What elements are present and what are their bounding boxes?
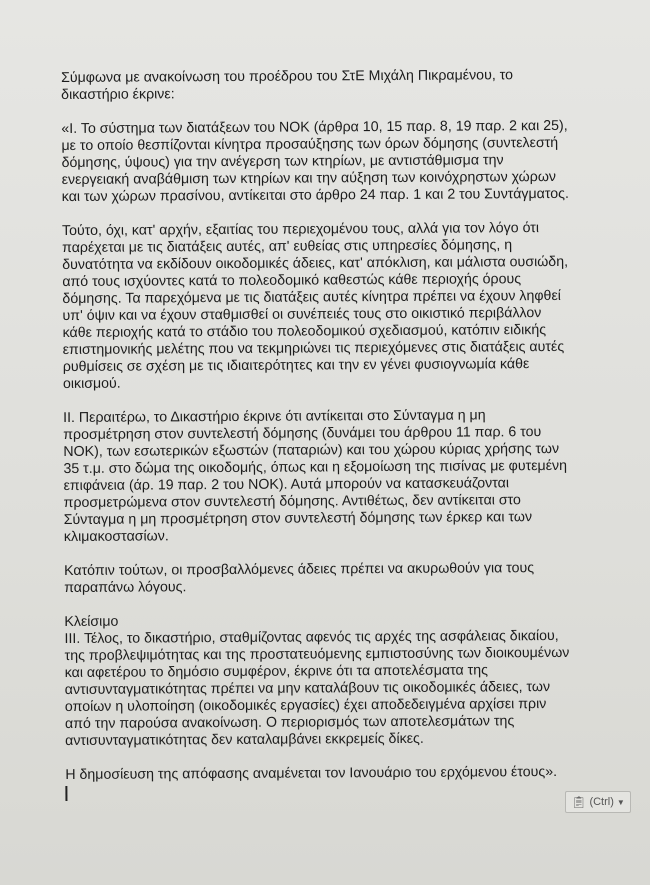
- text-line: δικαστήριο έκρινε:: [61, 86, 175, 103]
- clipboard-icon: 📋︎: [571, 795, 587, 809]
- section-ii-paragraph: [63, 407, 624, 546]
- text-line: οποίων η υλοποίηση (οικοδομικές εργασίες) έχει αποδεδειγμένα αρχίσει πριν: [64, 696, 547, 715]
- text-line: δόμησης. Τα παρεχόμενα με τις διατάξεις αυτές κίνητρα πρέπει να έχουν ληφθεί: [62, 287, 561, 307]
- text-line: «Ι. Το σύστημα των διατάξεων του ΝΟΚ (άρθρα 10, 15 παρ. 8, 19 παρ. 2 και 25),: [61, 117, 568, 137]
- text-line: δόμησης, ύψους) για την ανέγερση των κτηρίων, με αντιστάθμισμα την: [61, 152, 504, 171]
- text-line: Τούτο, όχι, κατ' αρχήν, εξαιτίας του περιεχομένου τους, αλλά για τον λόγο ότι: [61, 220, 540, 239]
- text-line: προσμέτρηση στον συντελεστή δόμησης (δυνάμει του άρθρου 11 παρ. 6 του: [63, 424, 542, 443]
- text-line: Κατόπιν τούτων, οι προσβαλλόμενες άδειες πρέπει να ακυρωθούν για τους: [64, 560, 535, 579]
- text-line: ενεργειακή αναβάθμιση των κτηρίων και την αύξηση των κοινόχρηστων χώρων: [61, 168, 557, 188]
- text-line: κλιμακοστασίων.: [63, 528, 169, 545]
- text-line: αντισυνταγματικότητας πρέπει να μην καταλάβουν τις οικοδομικές άδειες, των: [64, 679, 551, 698]
- text-line: ρυθμίσεις σε σχέση με τις ιδιαιτερότητες και την εν γένει φυσιογνωμία κάθε: [62, 356, 530, 375]
- text-line: και αφετέρου το δημόσιο συμφέρον, έκρινε ότι τα αποτελέσματα της: [64, 662, 489, 681]
- text-line: ΙΙΙ. Τέλος, το δικαστήριο, σταθμίζοντας αφενός τις αρχές της ασφάλειας δικαίου,: [64, 627, 559, 647]
- text-line: ΝΟΚ), των εσωτερικών εξωστών (παταριών) και του χώρου κύριας χρήσης των: [63, 440, 560, 460]
- text-line: αντισυνταγματικότητας δεν καταλαμβάνει εκκρεμείς δίκες.: [65, 730, 424, 749]
- reasoning-paragraph: [62, 220, 623, 393]
- paste-options-label: (Ctrl): [589, 796, 614, 808]
- text-line: παρέχεται με τις διατάξεις αυτές, απ' ευθείας στις υπηρεσίες δόμησης, η: [62, 237, 513, 256]
- text-line: με το οποίο θεσπίζονται κίνητρα προσαύξησης των όρων δόμησης (συντελεστή: [61, 134, 559, 154]
- publication-paragraph: [65, 764, 625, 784]
- text-line: υπ' όψιν και να έχουν σταθμισθεί οι συνέπειές τους στο οικιστικό περιβάλλον: [62, 305, 542, 324]
- text-line: επιστημονικής μελέτης που να τεκμηριώνει τις περιεχόμενες στις διατάξεις αυτές: [62, 338, 565, 358]
- chevron-down-icon: ▼: [616, 797, 625, 807]
- text-line: από την παρούσα ανακοίνωση. Ο περιορισμός των αποτελεσμάτων της: [64, 713, 515, 732]
- closing-heading: Κλείσιμο: [64, 613, 119, 630]
- conclusion-paragraph: [64, 560, 624, 597]
- section-i-paragraph: [61, 118, 622, 206]
- text-line: προσμετρώμενα στον συντελεστή δόμησης. Αντιθέτως, δεν αντίκειται στο: [63, 492, 521, 511]
- text-line: Σύνταγμα η μη προσμέτρηση στον συντελεστή δόμησης των έρκερ και των: [63, 509, 533, 528]
- text-cursor: [65, 786, 67, 801]
- text-line: από τους ισχύοντες κατά το πολεοδομικό καθεστώς κάθε περιοχής όρους: [62, 271, 522, 290]
- text-line: επιφάνεια (άρ. 19 παρ. 2 του ΝΟΚ). Αυτά μπορούν να κατασκευάζονται: [63, 475, 510, 494]
- text-line: της προβλεψιμότητας και της προστατευόμενης εμπιστοσύνης των διοικουμένων: [64, 644, 570, 664]
- section-iii-block: [64, 611, 625, 750]
- intro-paragraph: [61, 67, 621, 104]
- text-line: δυνατότητα να εκδίδουν οικοδομικές άδειες, κατ' απόκλιση, και μάλιστα ουσιώδη,: [62, 253, 569, 273]
- text-line: 35 τ.μ. στο δώμα της οικοδομής, όπως και η εξομοίωση της πισίνας με φυτεμένη: [63, 457, 568, 477]
- text-line: Σύμφωνα με ανακοίνωση του προέδρου του ΣτΕ Μιχάλη Πικραμένου, το: [61, 67, 514, 86]
- text-line: και των χώρων πρασίνου, αντίκειται στο άρθρο 24 παρ. 1 και 2 του Συντάγματος.: [61, 185, 569, 205]
- document-body[interactable]: [61, 67, 625, 801]
- text-line: παραπάνω λόγους.: [64, 579, 187, 596]
- text-line: οικισμού.: [62, 375, 121, 392]
- text-line: ΙΙ. Περαιτέρω, το Δικαστήριο έκρινε ότι αντίκειται στο Σύνταγμα η μη: [63, 407, 486, 426]
- paste-options-button[interactable]: [565, 791, 631, 813]
- text-line: Η δημοσίευση της απόφασης αναμένεται τον Ιανουάριο του ερχόμενου έτους».: [65, 763, 558, 783]
- text-line: κάθε περιοχής κατά το στάδιο του πολεοδομικού σχεδιασμού, κατόπιν ειδικής: [62, 322, 547, 341]
